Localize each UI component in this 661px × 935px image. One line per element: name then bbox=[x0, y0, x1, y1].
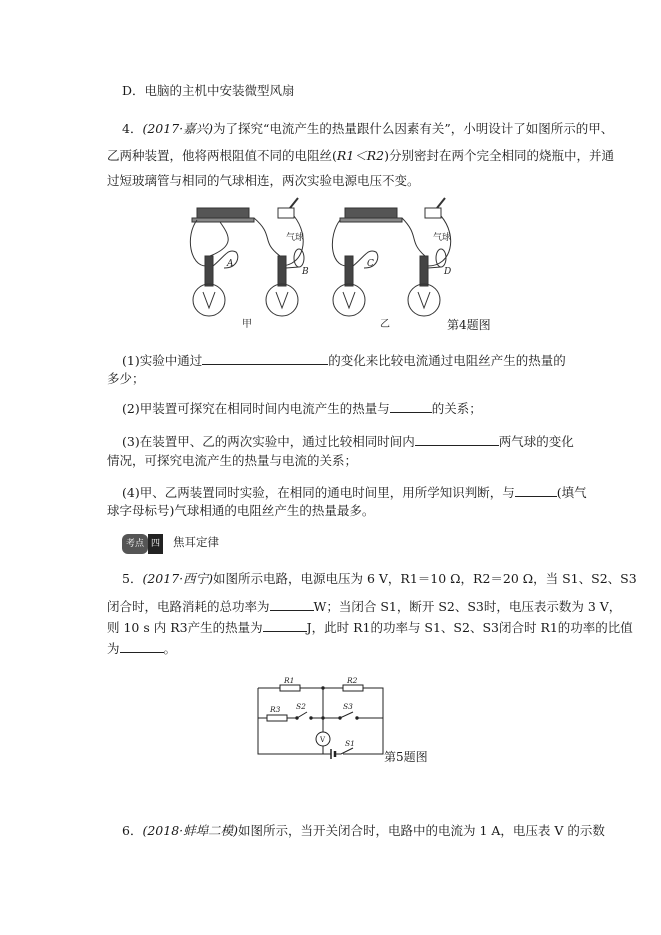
q4-sub1-line-2: 多少； bbox=[107, 371, 145, 386]
q5-blank-1[interactable] bbox=[270, 597, 314, 611]
q4-sub1-a: (1)实验中通过 bbox=[122, 353, 203, 368]
balloon-b-icon bbox=[294, 249, 304, 267]
q4-text-2a: 乙两种装置，他将两根阻值不同的电阻丝( bbox=[107, 148, 337, 163]
switch-jia-icon bbox=[278, 208, 294, 218]
label-v: V bbox=[320, 736, 326, 744]
q4-sub3-blank[interactable] bbox=[415, 432, 499, 446]
q4-sub1-line-1 bbox=[122, 351, 566, 370]
q4-source: (2017·嘉兴) bbox=[142, 121, 213, 136]
q4-line-3: 过短玻璃管与相同的气球相连，两次实验电源电压不变。 bbox=[107, 173, 420, 188]
q4-sub2 bbox=[122, 399, 482, 418]
q4-sub2-blank[interactable] bbox=[390, 399, 432, 413]
label-r3: R3 bbox=[270, 705, 281, 714]
label-b: B bbox=[302, 267, 309, 277]
q5-figure-caption: 第5题图 bbox=[384, 750, 428, 764]
label-balloon-jia: 气球 bbox=[286, 233, 305, 243]
q5-line-4 bbox=[107, 639, 176, 658]
label-c: C bbox=[367, 259, 374, 269]
flask-r2-yi-icon bbox=[408, 284, 440, 316]
q4-text-2b: )分别密封在两个完全相同的烧瓶中，并通 bbox=[384, 148, 615, 163]
q5-blank-3[interactable] bbox=[120, 639, 164, 653]
q4-figure-caption: 第4题图 bbox=[447, 318, 491, 332]
label-a: A bbox=[227, 259, 234, 269]
q4-sub4-b: (填气 bbox=[556, 485, 587, 500]
label-s1: S1 bbox=[345, 739, 355, 748]
section-number: 四 bbox=[148, 534, 163, 554]
q4-sub3-b: 两气球的变化 bbox=[498, 434, 574, 449]
q4-sub4-blank[interactable] bbox=[515, 483, 557, 497]
label-r2: R2 bbox=[347, 676, 358, 685]
q6-source: (2018·蚌埠二模) bbox=[142, 823, 238, 838]
label-balloon-yi: 气球 bbox=[433, 233, 452, 243]
q6-text-1: 如图所示，当开关闭合时，电路中的电流为 1 A，电压表 V 的示数 bbox=[238, 823, 605, 838]
balloon-d-icon bbox=[436, 249, 446, 267]
q5-number: 5． bbox=[122, 571, 143, 586]
q5-text-4a: 为 bbox=[107, 641, 120, 656]
section-header bbox=[122, 533, 219, 554]
flask-r1-jia-icon bbox=[193, 284, 225, 316]
q4-text-1: 为了探究“电流产生的热量跟什么因素有关”，小明设计了如图所示的甲、 bbox=[213, 121, 614, 136]
tube-b-icon bbox=[278, 256, 286, 286]
q4-sub2-a: (2)甲装置可探究在相同时间内电流产生的热量与 bbox=[122, 401, 390, 416]
q4-sub3-line-1 bbox=[122, 432, 574, 451]
q4-resistor-compare: R1＜R2 bbox=[336, 148, 385, 163]
q4-sub3-a: (3)在装置甲、乙的两次实验中，通过比较相同时间内 bbox=[122, 434, 415, 449]
section-badge: 考点 bbox=[122, 534, 148, 554]
q5-source: (2017·西宁) bbox=[142, 571, 213, 586]
q6-number: 6． bbox=[122, 823, 143, 838]
q4-sub1-blank[interactable] bbox=[202, 351, 328, 365]
q4-sub4-a: (4)甲、乙两装置同时实验，在相同的通电时间里，用所学知识判断，与 bbox=[122, 485, 515, 500]
q5-text-1: 如图所示电路，电源电压为 6 V，R1＝10 Ω，R2＝20 Ω，当 S1、S2、S3 bbox=[213, 571, 637, 586]
q4-sub1-b: 的变化来比较电流通过电阻丝产生的热量的 bbox=[328, 353, 566, 368]
flask-r2-jia-icon bbox=[266, 284, 298, 316]
tube-d-icon bbox=[420, 256, 428, 286]
label-jia: 甲 bbox=[242, 319, 252, 330]
q5-blank-2[interactable] bbox=[263, 618, 307, 632]
label-s2: S2 bbox=[296, 702, 306, 711]
q4-sub4-line-2: 球字母标号)气球相通的电阻丝产生的热量最多。 bbox=[107, 503, 375, 518]
q5-text-2a: 闭合时，电路消耗的总功率为 bbox=[107, 599, 270, 614]
q4-sub3-line-2: 情况，可探究电流产生的热量与电流的关系； bbox=[107, 453, 358, 468]
switch-s1-icon bbox=[335, 748, 353, 754]
q5-line-2 bbox=[107, 597, 621, 616]
rheostat-jia-icon bbox=[197, 208, 249, 218]
resistor-r2-icon bbox=[343, 685, 363, 691]
q5-text-3a: 则 10 s 内 R3产生的热量为 bbox=[107, 620, 263, 635]
q5-text-4b: 。 bbox=[163, 641, 177, 656]
rheostat-yi-icon bbox=[345, 208, 397, 218]
switch-yi-icon bbox=[425, 208, 441, 218]
tube-c-icon bbox=[345, 256, 353, 286]
q4-sub2-b: 的关系； bbox=[431, 401, 482, 416]
flask-r1-yi-icon bbox=[333, 284, 365, 316]
resistor-r1-icon bbox=[280, 685, 300, 691]
q4-sub4-line-1 bbox=[122, 483, 587, 502]
q5-text-2b: W；当闭合 S1，断开 S2、S3时，电压表示数为 3 V， bbox=[313, 599, 622, 614]
label-d: D bbox=[444, 267, 452, 277]
label-r1: R1 bbox=[284, 676, 295, 685]
tube-a-icon bbox=[205, 256, 213, 286]
q4-line-1 bbox=[122, 120, 613, 138]
q3-option-d: D．电脑的主机中安装微型风扇 bbox=[122, 83, 295, 98]
q6-line-1 bbox=[122, 822, 605, 840]
q4-figure bbox=[180, 196, 470, 336]
q5-circuit-figure bbox=[255, 676, 390, 760]
resistor-r3-icon bbox=[267, 715, 287, 721]
section-title: 焦耳定律 bbox=[173, 535, 220, 549]
q5-line-1 bbox=[122, 570, 637, 588]
label-s3: S3 bbox=[343, 702, 353, 711]
switch-s3-icon bbox=[323, 712, 353, 718]
q4-line-2 bbox=[107, 147, 614, 165]
q5-line-3 bbox=[107, 618, 633, 637]
label-yi: 乙 bbox=[380, 319, 390, 330]
q5-text-3b: J，此时 R1的功率与 S1、S2、S3闭合时 R1的功率的比值 bbox=[306, 620, 633, 635]
q4-number: 4． bbox=[122, 121, 143, 136]
